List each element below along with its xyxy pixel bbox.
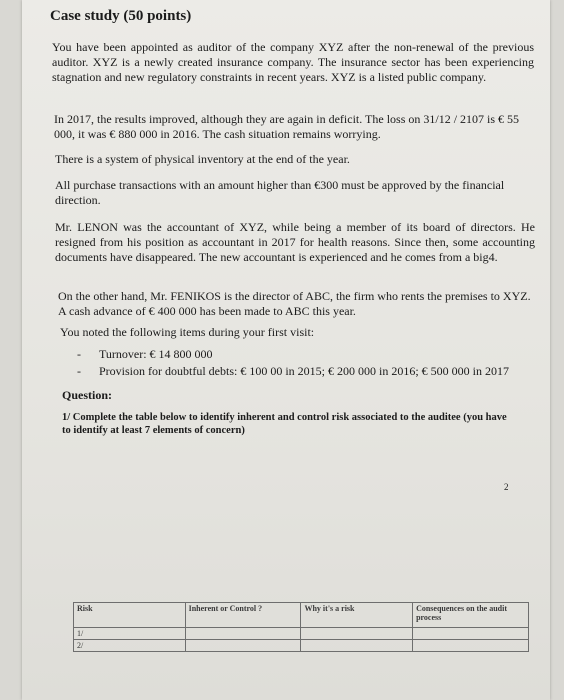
risk-table-header-row	[74, 603, 529, 628]
bullet-text: Turnover: € 14 800 000	[99, 347, 213, 361]
table-cell[interactable]	[413, 628, 529, 640]
bullet-item	[77, 364, 537, 379]
table-cell[interactable]	[301, 628, 413, 640]
paragraph-first-visit: You noted the following items during your first visit:	[60, 325, 315, 339]
paragraph-appointment: You have been appointed as auditor of the company XYZ after the non-renewal of the previous auditor. XYZ is a newly created insurance company. The insurance sector has been experiencing stagnation and new regulatory constraints in recent years. XYZ is a listed public company.	[52, 40, 534, 84]
paragraph-accountant: Mr. LENON was the accountant of XYZ, while being a member of its board of directors. He resigned from his position as accountant in 2017 for health reasons. Since then, some accounting documents have disappeared. The new accountant is experienced and he comes from a big4.	[55, 220, 535, 264]
table-cell[interactable]	[413, 640, 529, 652]
table-row	[74, 640, 529, 652]
paragraph-results: In 2017, the results improved, although they are again in deficit. The loss on 31/12 / 2107 is € 55 000, it was € 880 000 in 2016. The cash situation remains worrying.	[54, 112, 520, 141]
table-cell[interactable]	[301, 640, 413, 652]
header-inherent-or-control: Inherent or Control ?	[185, 603, 301, 628]
table-cell[interactable]	[185, 640, 301, 652]
paragraph-purchase-approval: All purchase transactions with an amount higher than €300 must be approved by the financial direction.	[55, 178, 505, 207]
paragraph-inventory: There is a system of physical inventory at the end of the year.	[55, 152, 350, 166]
risk-table	[73, 602, 529, 652]
page-number: 2	[504, 482, 509, 492]
bullet-text: Provision for doubtful debts: € 100 00 in 2015; € 200 000 in 2016; € 500 000 in 2017	[99, 364, 509, 378]
header-why-risk: Why it's a risk	[301, 603, 413, 628]
question-label: Question:	[62, 388, 113, 402]
document-page	[22, 0, 550, 700]
table-row	[74, 628, 529, 640]
bullet-dash: -	[77, 347, 81, 361]
case-study-title: Case study (50 points)	[50, 8, 192, 24]
header-risk: Risk	[74, 603, 186, 628]
table-cell[interactable]	[185, 628, 301, 640]
bullet-dash: -	[77, 364, 81, 378]
row-label: 2/	[74, 640, 186, 652]
bullet-item	[77, 347, 537, 362]
header-consequences: Consequences on the audit process	[413, 603, 529, 628]
question-instruction: 1/ Complete the table below to identify inherent and control risk associated to the auditee (you have to identify at least 7 elements of concern)	[62, 412, 507, 436]
paragraph-abc-director: On the other hand, Mr. FENIKOS is the director of ABC, the firm who rents the premises to XYZ. A cash advance of € 400 000 has been made to ABC this year.	[58, 289, 531, 318]
row-label: 1/	[74, 628, 186, 640]
